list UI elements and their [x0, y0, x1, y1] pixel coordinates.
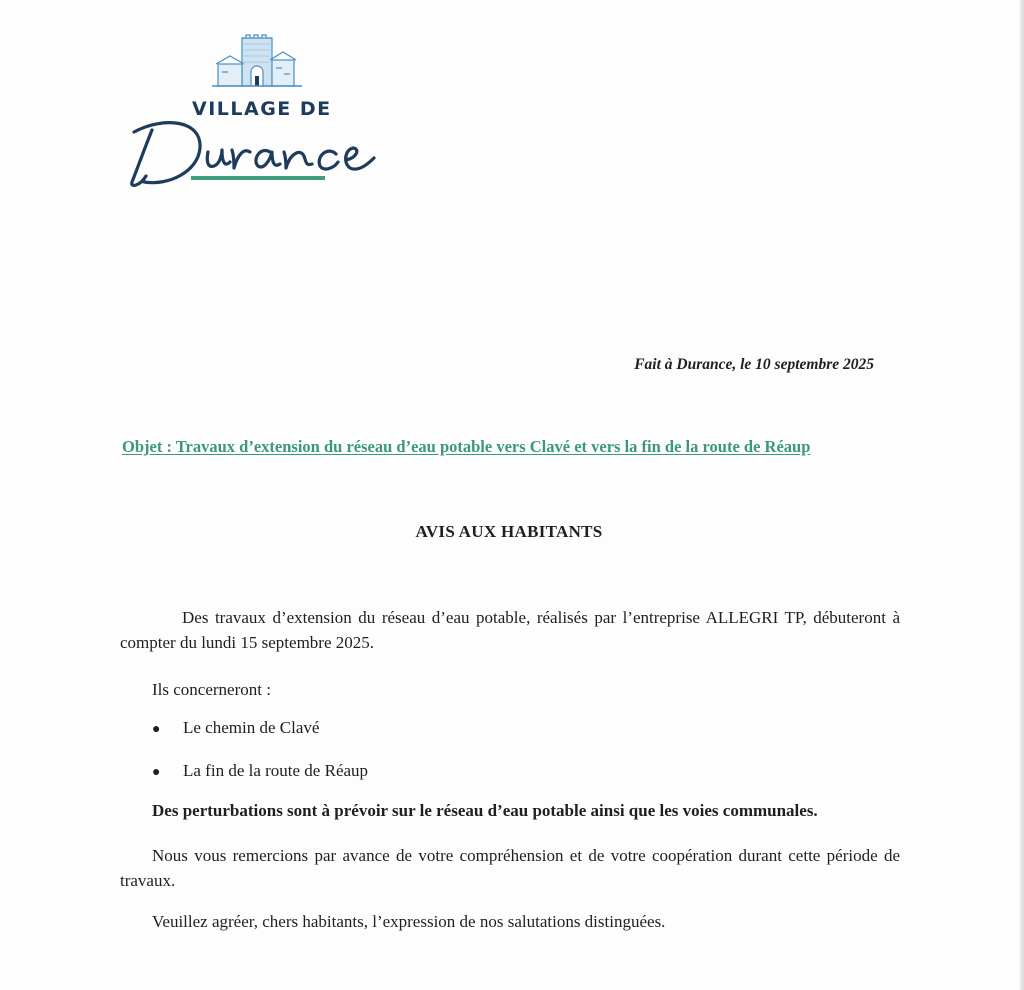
logo-underline-bar — [191, 176, 325, 180]
warning-statement: Des perturbations sont à prévoir sur le réseau d’eau potable ainsi que les voies communales. — [152, 801, 818, 820]
paragraph-list-intro: Ils concerneront : — [152, 680, 271, 699]
bullet-icon: ● — [152, 765, 161, 780]
subject-line: Objet : Travaux d’extension du réseau d’eau potable vers Clavé et vers la fin de la route de Réaup — [122, 437, 811, 456]
closing-salutation: Veuillez agréer, chers habitants, l’expression de nos salutations distinguées. — [152, 912, 666, 931]
list-item-label: Le chemin de Clavé — [183, 718, 320, 737]
bullet-icon: ● — [152, 722, 161, 737]
castle-gate-icon — [212, 34, 302, 92]
paragraph-thanks: Nous vous remercions par avance de votre compréhension et de votre coopération durant cette période de travaux. — [120, 846, 900, 890]
list-item-label: La fin de la route de Réaup — [183, 761, 369, 780]
paragraph-works-announcement: Des travaux d’extension du réseau d’eau potable, réalisés par l’entreprise ALLEGRI TP, débuteront à compter du lundi 15 septembre 2025. — [120, 608, 900, 652]
logo-title: VILLAGE DE — [192, 98, 332, 120]
date-line: Fait à Durance, le 10 septembre 2025 — [634, 356, 874, 373]
notice-title: AVIS AUX HABITANTS — [415, 522, 603, 541]
village-logo — [120, 30, 400, 190]
list-item — [152, 758, 368, 785]
page-edge-shadow — [1020, 0, 1024, 990]
list-item — [152, 715, 319, 742]
